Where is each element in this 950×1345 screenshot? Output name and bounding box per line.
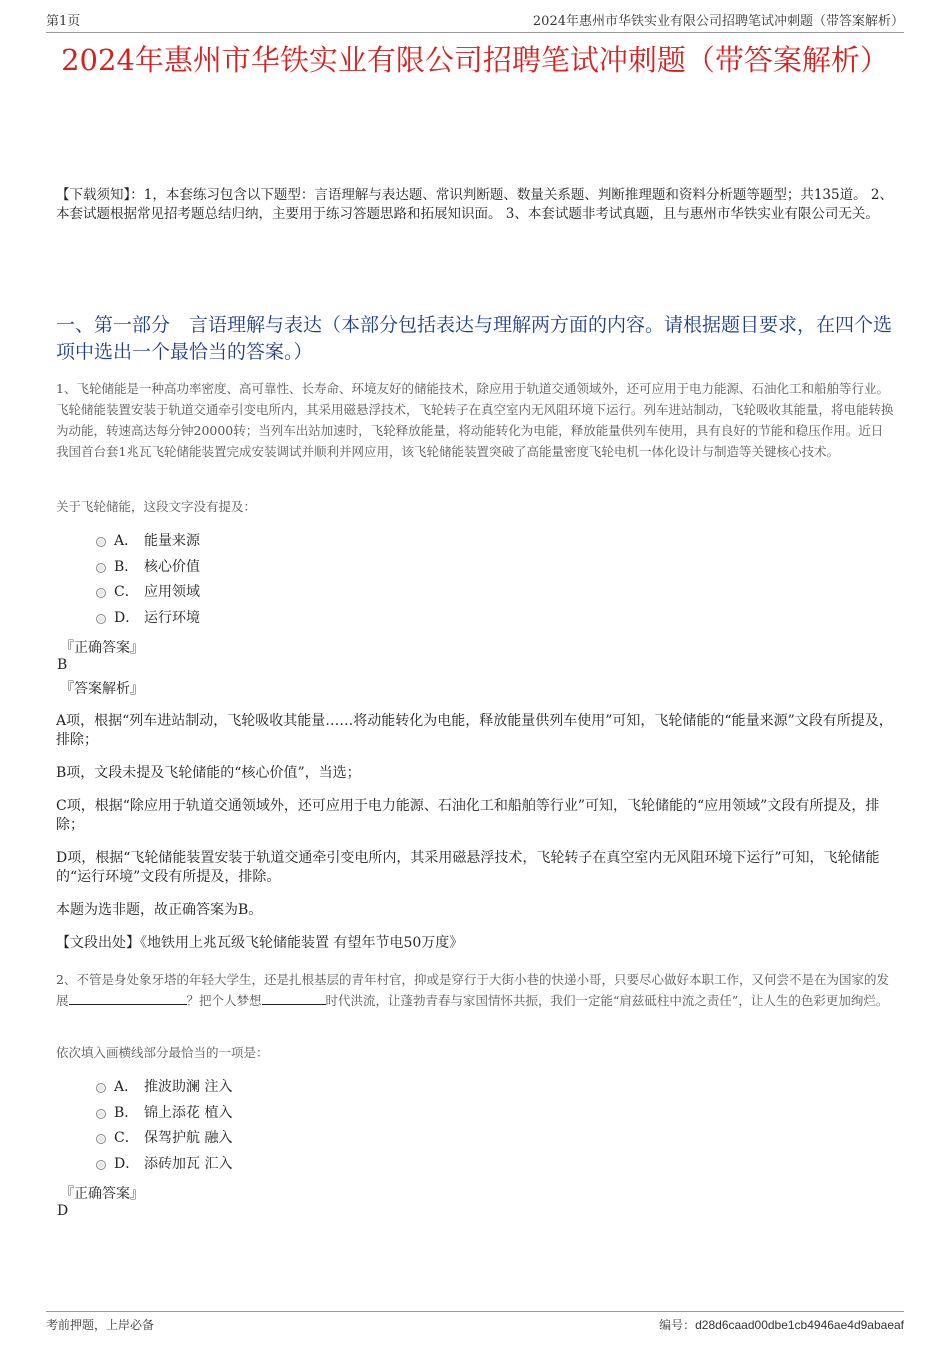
analysis-conclusion: 本题为选非题，故正确答案为B。	[56, 902, 263, 918]
analysis-c: C项，根据“除应用于轨道交通领域外，还可应用于电力能源、石油化工和船舶等行业”可知，飞轮储能的“应用领域”文段有所提及，排除；	[56, 798, 880, 833]
download-notice: 【下载须知】：1，本套练习包含以下题型：言语理解与表达题、常识判断题、数量关系题、判断推理题和资料分析题等题型；共135道。 2、本套试题根据常见招考题总结归纳，主要用于练习答题思路和拓展知识面。 3、本套试题非考试真题，且与惠州市华铁实业有限公司无关。	[56, 187, 893, 222]
analysis-d: D项，根据“飞轮储能装置安装于轨道交通牵引变电所内，其采用磁悬浮技术，飞轮转子在真空室内无风阻环境下运行”可知，飞轮储能的“运行环境”文段有所提及，排除。	[56, 850, 880, 885]
analysis-b: B项，文段未提及飞轮储能的“核心价值”，当选；	[56, 765, 361, 781]
page-header	[46, 14, 904, 33]
analysis-source: 【文段出处】《地铁用上兆瓦级飞轮储能装置 有望年节电50万度》	[56, 935, 464, 951]
header-doc-title: 2024年惠州市华铁实业有限公司招聘笔试冲刺题（带答案解析）	[532, 14, 904, 29]
document-code: 编号：d28d6caad00dbe1cb4946ae4d9abaeaf	[659, 1318, 904, 1332]
analysis-a: A项，根据“列车进站制动，飞轮吸收其能量……将动能转化为电能，释放能量供列车使用”可知，飞轮储能的“能量来源”文段有所提及，排除；	[56, 713, 893, 748]
radio-icon[interactable]	[96, 1160, 106, 1170]
option-a[interactable]: A． 能量来源	[96, 529, 200, 555]
question-1-prompt: 关于飞轮储能，这段文字没有提及：	[56, 499, 257, 514]
question-2-options	[96, 1075, 232, 1177]
correct-answer: D	[57, 1203, 69, 1219]
option-a[interactable]: A． 推波助澜 注入	[96, 1075, 232, 1101]
question-1-passage: 1、飞轮储能是一种高功率密度、高可靠性、长寿命、环境友好的储能技术，除应用于轨道交通领域外，还可应用于电力能源、石油化工和船舶等行业。飞轮储能装置安装于轨道交通牵引变电所内，其采用磁悬浮技术，飞轮转子在真空室内无风阻环境下运行。列车进站制动，飞轮吸收其能量，将电能转换为动能，转速高达每分钟20000转；当列车出站加速时，飞轮释放能量，将动能转化为电能，释放能量供列车使用，具有良好的节能和稳压作用。近日我国首台套1兆瓦飞轮储能装置完成安装调试并顺利并网应用，该飞轮储能装置突破了高能量密度飞轮电机一体化设计与制造等关键核心技术。	[56, 381, 894, 459]
correct-answer-label: 『正确答案』	[60, 640, 144, 656]
option-d[interactable]: D． 运行环境	[96, 606, 200, 632]
correct-answer-label: 『正确答案』	[60, 1186, 144, 1202]
question-1-options	[96, 529, 200, 631]
radio-icon[interactable]	[96, 1109, 106, 1119]
option-b[interactable]: B． 锦上添花 植入	[96, 1101, 232, 1127]
option-d[interactable]: D． 添砖加瓦 汇入	[96, 1152, 232, 1178]
question-2-passage: 2、不管是身处象牙塔的年轻大学生，还是扎根基层的青年村官，抑或是穿行于大街小巷的快递小哥，只要尽心做好本职工作，又何尝不是在为国家的发展 ？把个人梦想 时代洪流，让蓬勃青春与家国情怀共振，我们一定能“肩兹砥柱中流之责任”，让人生的色彩更加绚烂。	[56, 972, 889, 1008]
radio-icon[interactable]	[96, 537, 106, 547]
page-number: 第1页	[46, 14, 81, 29]
question-2-prompt: 依次填入画横线部分最恰当的一项是：	[56, 1045, 269, 1060]
section-heading: 一、第一部分 言语理解与表达（本部分包括表达与理解两方面的内容。请根据题目要求，在四个选项中选出一个最恰当的答案。）	[56, 314, 893, 363]
radio-icon[interactable]	[96, 1083, 106, 1093]
radio-icon[interactable]	[96, 614, 106, 624]
radio-icon[interactable]	[96, 563, 106, 573]
option-b[interactable]: B． 核心价值	[96, 555, 200, 581]
footer-slogan: 考前押题，上岸必备	[46, 1318, 155, 1332]
page-footer	[46, 1311, 904, 1332]
correct-answer: B	[57, 657, 68, 673]
radio-icon[interactable]	[96, 588, 106, 598]
analysis-label: 『答案解析』	[60, 681, 144, 697]
radio-icon[interactable]	[96, 1134, 106, 1144]
option-c[interactable]: C． 应用领域	[96, 580, 200, 606]
blank-2	[262, 992, 326, 1005]
document-title: 2024年惠州市华铁实业有限公司招聘笔试冲刺题（带答案解析）	[61, 43, 889, 77]
option-c[interactable]: C． 保驾护航 融入	[96, 1126, 232, 1152]
blank-1	[69, 992, 187, 1005]
